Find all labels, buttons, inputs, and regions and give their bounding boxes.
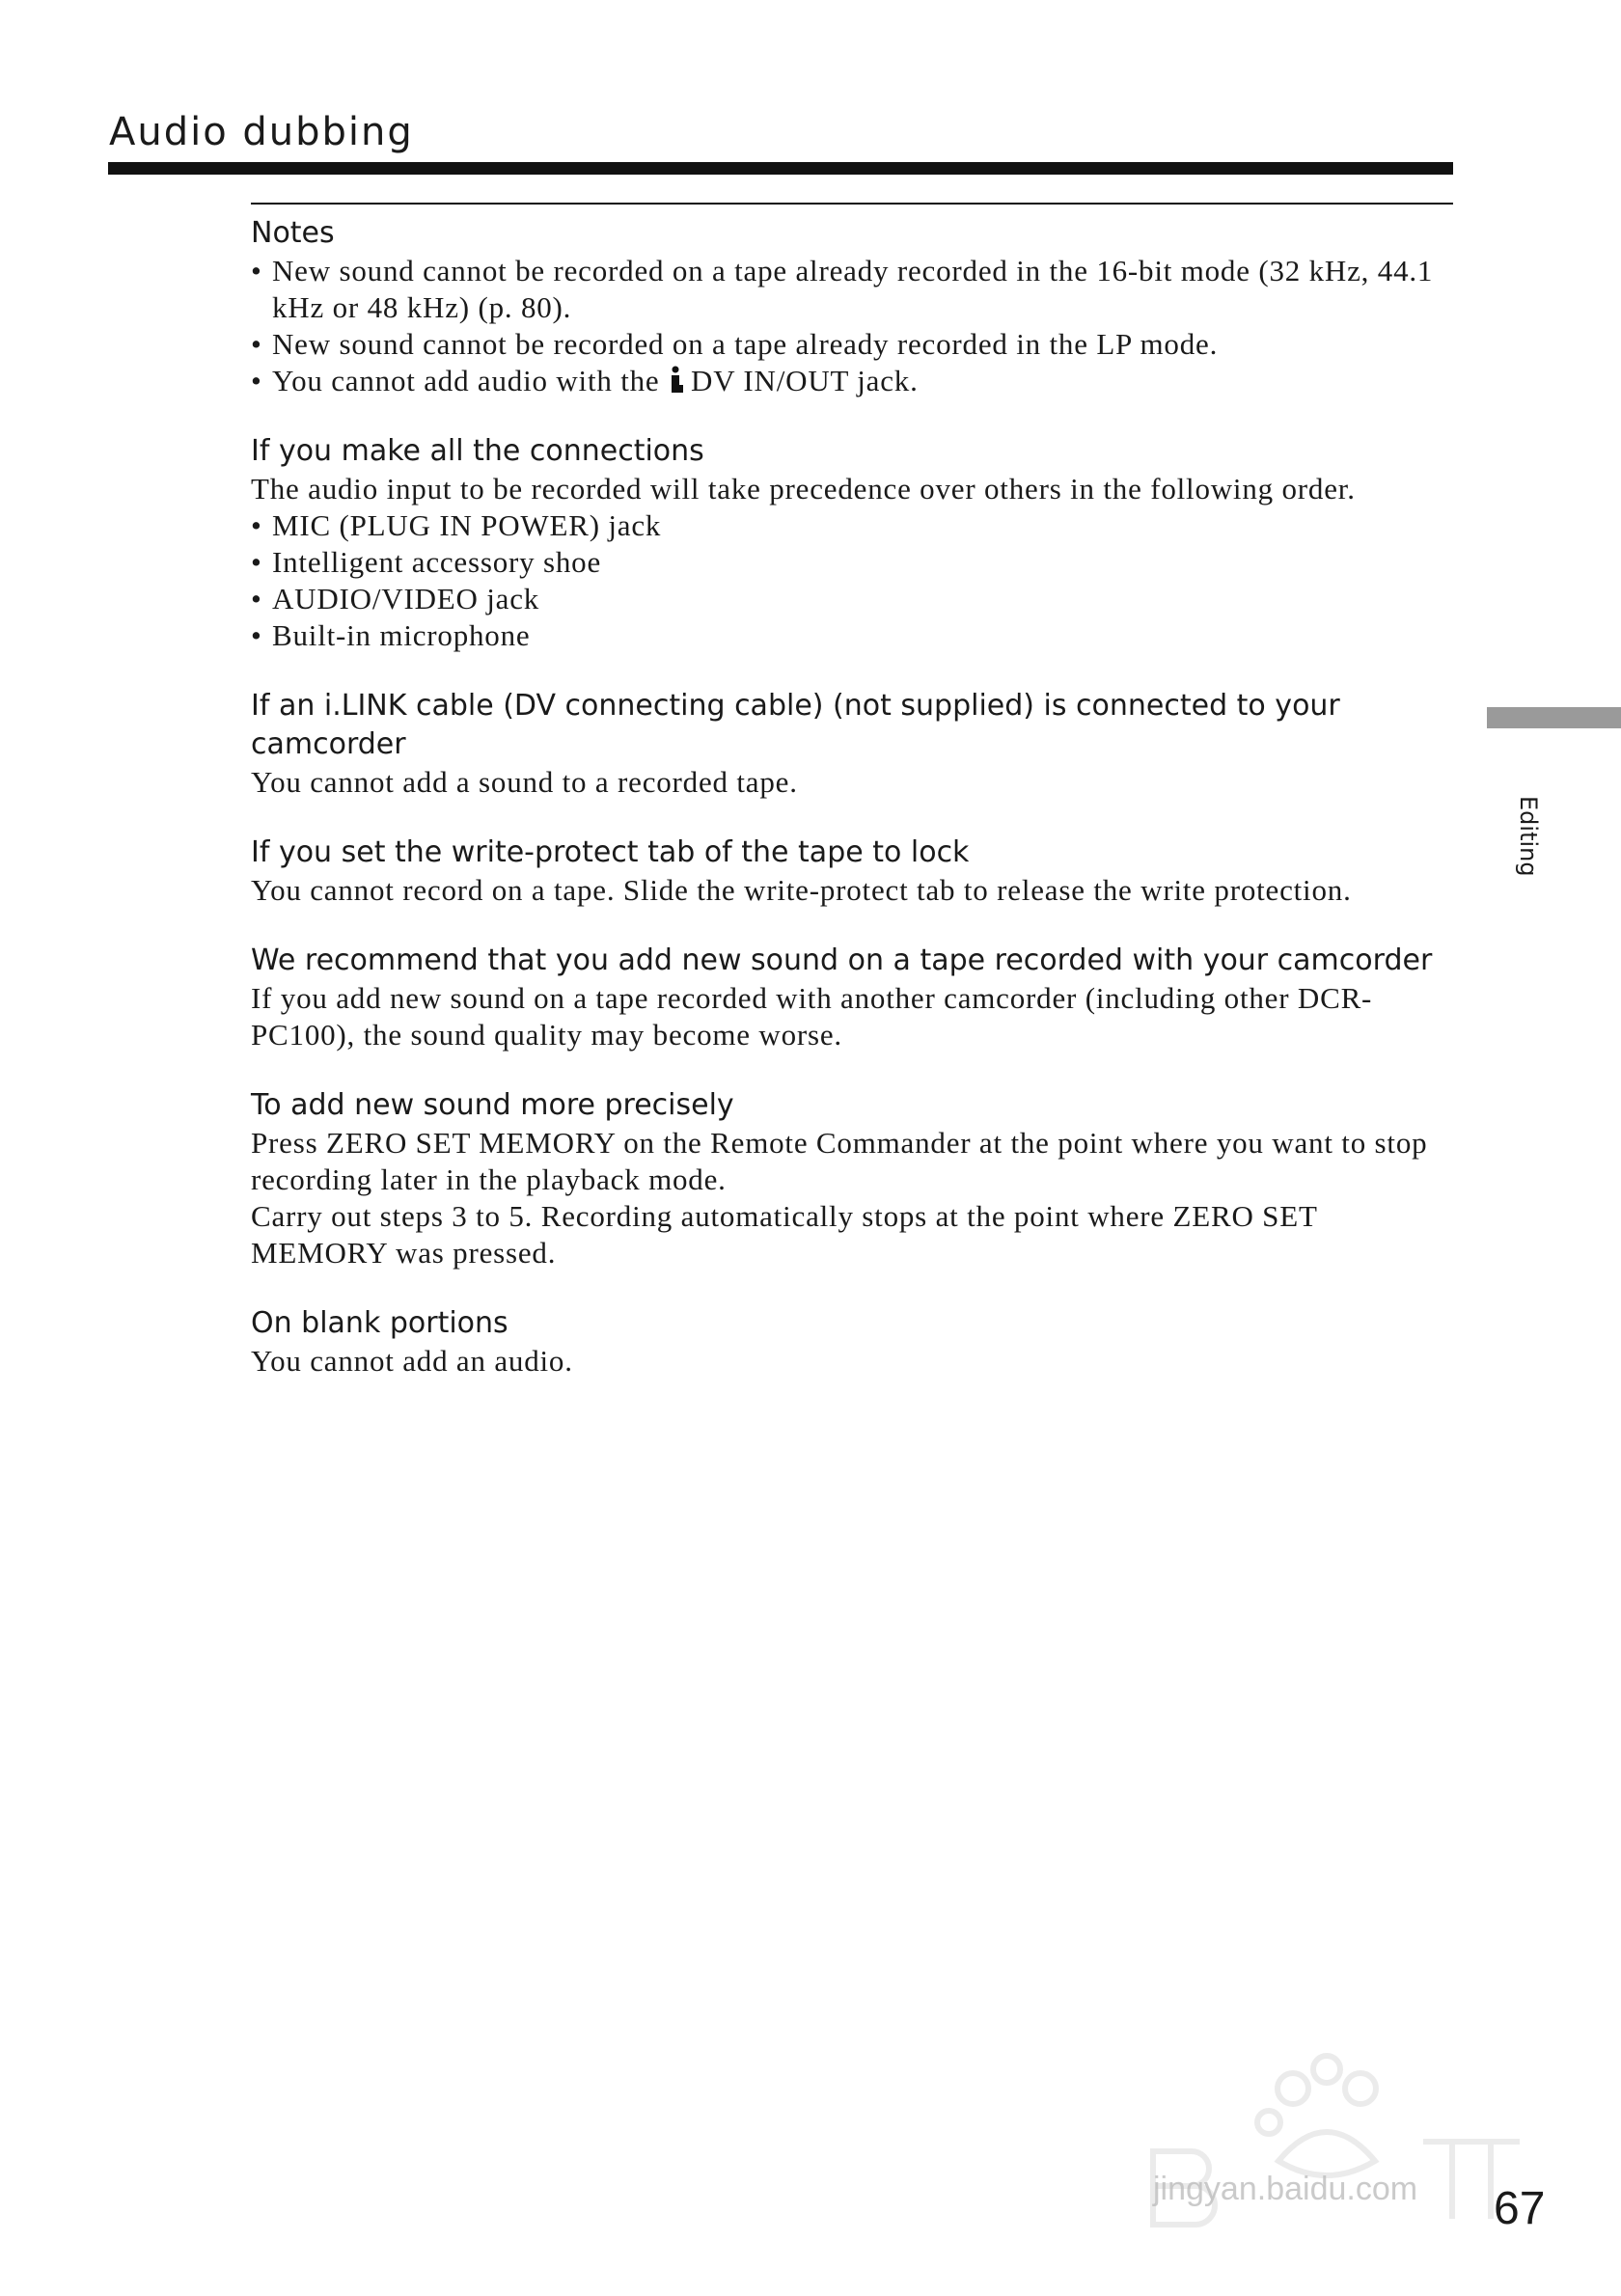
precise-section [251, 1086, 1453, 1271]
list-item: • Intelligent accessory shoe [251, 544, 1453, 581]
list-item-text: DV IN/OUT jack. [691, 364, 919, 397]
list-item [251, 363, 1453, 399]
write-protect-section [251, 834, 1453, 909]
side-tab-label: Editing [1515, 796, 1542, 877]
section-text: You cannot record on a tape. Slide the write-protect tab to release the write protection. [251, 873, 1352, 907]
list-item: • MIC (PLUG IN POWER) jack [251, 507, 1453, 544]
list-item: • AUDIO/VIDEO jack [251, 581, 1453, 617]
section-text: You cannot add a sound to a recorded tape. [251, 765, 798, 799]
list-item-text: You cannot add audio with the [272, 364, 660, 397]
blank-section [251, 1304, 1453, 1380]
section-text: You cannot add an audio. [251, 1344, 573, 1378]
main-content [251, 203, 1453, 1412]
section-heading: If an i.LINK cable (DV connecting cable) (not supplied) is connected to your camcorder [251, 689, 1340, 761]
title-rule [108, 162, 1453, 175]
section-text: Press ZERO SET MEMORY on the Remote Commander at the point where you want to stop recording later in the playback mode. [251, 1126, 1428, 1196]
section-heading: If you make all the connections [251, 434, 704, 468]
page-title: Audio dubbing [109, 110, 414, 154]
page-number: 67 [1494, 2183, 1546, 2234]
section-heading: We recommend that you add new sound on a tape recorded with your camcorder [251, 943, 1433, 977]
watermark-text: jingyan.baidu.com [1153, 2171, 1418, 2207]
ilink-section [251, 687, 1453, 801]
baidu-watermark-logo [1134, 2045, 1539, 2238]
notes-list [251, 253, 1453, 399]
section-heading: On blank portions [251, 1306, 508, 1340]
section-text: Carry out steps 3 to 5. Recording automatically stops at the point where ZERO SET MEMORY was pressed. [251, 1199, 1318, 1270]
side-tab-marker [1487, 707, 1621, 728]
section-text: The audio input to be recorded will take precedence over others in the following order. [251, 472, 1356, 506]
section-heading: To add new sound more precisely [251, 1088, 734, 1122]
recommend-section [251, 942, 1453, 1053]
connections-section [251, 432, 1453, 654]
list-item: • New sound cannot be recorded on a tape already recorded in the 16-bit mode (32 kHz, 44.1 kHz or 48 kHz) (p. 80). [251, 253, 1453, 326]
list-item: • Built-in microphone [251, 617, 1453, 654]
list-item: • New sound cannot be recorded on a tape already recorded in the LP mode. [251, 326, 1453, 363]
ilink-icon [668, 366, 685, 395]
section-heading: Notes [251, 216, 335, 250]
section-text: If you add new sound on a tape recorded with another camcorder (including other DCR-PC100), the sound quality may become worse. [251, 981, 1373, 1052]
notes-section [251, 214, 1453, 399]
section-heading: If you set the write-protect tab of the tape to lock [251, 835, 970, 869]
content-divider [251, 203, 1453, 205]
priority-list [251, 507, 1453, 654]
